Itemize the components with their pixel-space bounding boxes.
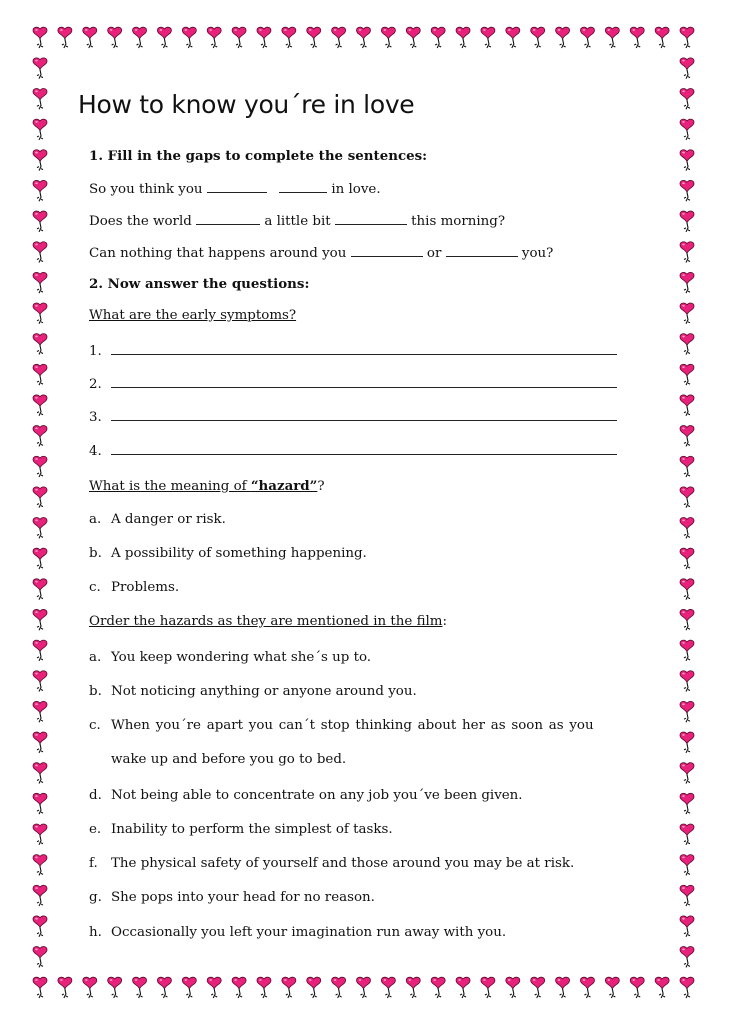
heart-icon [33, 671, 47, 692]
sentence-text: in love. [331, 182, 381, 197]
answer-blank[interactable] [111, 442, 617, 455]
answer-blank[interactable] [111, 408, 617, 421]
heart-icon [108, 27, 122, 48]
hazard-item [89, 718, 594, 733]
sentence-text: Can nothing that happens around you [89, 246, 347, 261]
heart-icon [33, 793, 47, 814]
heart-icon [680, 824, 694, 845]
heart-icon [655, 977, 669, 998]
heart-icon [680, 456, 694, 477]
heart-icon [680, 119, 694, 140]
answer-number: 1. [89, 344, 102, 359]
heart-icon [680, 334, 694, 355]
option-a [89, 512, 226, 527]
question-early-symptoms: What are the early symptoms? [89, 308, 297, 323]
answer-number: 2. [89, 377, 102, 392]
gap-blank[interactable] [446, 244, 518, 257]
heart-icon [157, 27, 171, 48]
heart-icon [33, 609, 47, 630]
hazard-letter: d. [89, 788, 102, 803]
hazard-text: She pops into your head for no reason. [111, 890, 375, 905]
hazard-item [89, 650, 371, 665]
gap-sentence-2 [89, 212, 505, 229]
heart-icon [406, 977, 420, 998]
question-text: Order the hazards as they are mentioned in the film [89, 614, 443, 629]
option-b [89, 546, 367, 561]
heart-icon [680, 640, 694, 661]
heart-icon [506, 977, 520, 998]
heart-icon [556, 27, 570, 48]
heart-icon [83, 977, 97, 998]
sentence-text: So you think you [89, 182, 203, 197]
hazard-item [89, 925, 506, 940]
hazard-letter: e. [89, 822, 102, 837]
heart-icon [33, 150, 47, 171]
heart-icon [531, 977, 545, 998]
hazard-item [89, 788, 523, 803]
sentence-text: Does the world [89, 214, 192, 229]
heart-icon [630, 27, 644, 48]
heart-icon [33, 89, 47, 110]
option-c [89, 580, 179, 595]
heart-icon [580, 27, 594, 48]
gap-sentence-3 [89, 244, 553, 261]
sentence-text: a little bit [264, 214, 331, 229]
heart-icon [680, 150, 694, 171]
heart-icon [680, 977, 694, 998]
heart-icon [680, 579, 694, 600]
heart-icon [33, 242, 47, 263]
option-text: A danger or risk. [111, 512, 226, 527]
gap-blank[interactable] [351, 244, 423, 257]
heart-icon [33, 579, 47, 600]
hazard-text: The physical safety of yourself and those around you may be at risk. [111, 856, 575, 871]
heart-icon [332, 977, 346, 998]
question-text: What is the meaning of [89, 479, 251, 494]
heart-icon [680, 518, 694, 539]
heart-icon [33, 701, 47, 722]
question-hazard-meaning [89, 478, 325, 494]
option-letter: a. [89, 512, 102, 527]
hazard-item [89, 684, 417, 699]
heart-icon [680, 364, 694, 385]
heart-icon [33, 548, 47, 569]
heart-icon [307, 27, 321, 48]
heart-icon [33, 885, 47, 906]
question-order-hazards [89, 614, 447, 629]
heart-icon [680, 732, 694, 753]
hazard-item [89, 856, 574, 871]
heart-icon [680, 242, 694, 263]
heart-icon [680, 548, 694, 569]
heart-icon [182, 977, 196, 998]
hazard-text: Inability to perform the simplest of tasks. [111, 822, 393, 837]
heart-icon [108, 977, 122, 998]
heart-icon [33, 824, 47, 845]
hazard-letter: a. [89, 650, 102, 665]
heart-icon [630, 977, 644, 998]
heart-icon [282, 977, 296, 998]
heart-icon [431, 977, 445, 998]
question-colon: : [442, 614, 448, 629]
heart-icon [33, 456, 47, 477]
heart-icon [680, 947, 694, 968]
hazard-letter: h. [89, 925, 102, 940]
hazard-letter: b. [89, 684, 102, 699]
answer-line-1 [89, 342, 617, 359]
answer-line-3 [89, 408, 617, 425]
heart-icon [680, 487, 694, 508]
answer-blank[interactable] [111, 342, 617, 355]
heart-icon [332, 27, 346, 48]
hazard-item-continued [89, 752, 346, 767]
heart-icon [257, 27, 271, 48]
answer-line-2 [89, 375, 617, 392]
heart-icon [680, 701, 694, 722]
answer-number: 3. [89, 410, 102, 425]
heart-icon [456, 977, 470, 998]
gap-blank[interactable] [207, 180, 267, 193]
heart-icon [33, 732, 47, 753]
heart-icon [33, 334, 47, 355]
answer-line-4 [89, 442, 617, 459]
hazard-letter: c. [89, 718, 101, 733]
heart-icon [33, 58, 47, 79]
heart-icon [381, 977, 395, 998]
heart-icon [33, 364, 47, 385]
heart-icon [33, 211, 47, 232]
option-letter: c. [89, 580, 101, 595]
heart-icon [506, 27, 520, 48]
heart-icon [33, 947, 47, 968]
heart-icon [580, 977, 594, 998]
heart-icon [680, 763, 694, 784]
heart-icon [232, 27, 246, 48]
heart-icon [133, 27, 147, 48]
heart-icon [33, 272, 47, 293]
heart-icon [133, 977, 147, 998]
page-title: How to know you´re in love [78, 90, 415, 119]
heart-icon [33, 487, 47, 508]
heart-icon [556, 977, 570, 998]
heart-icon [157, 977, 171, 998]
hazard-text: Occasionally you left your imagination run away with you. [111, 925, 507, 940]
heart-icon [207, 977, 221, 998]
heart-icon [680, 855, 694, 876]
section1-heading: 1. Fill in the gaps to complete the sentences: [89, 148, 428, 164]
heart-icon [481, 977, 495, 998]
heart-icon [680, 426, 694, 447]
heart-icon [357, 977, 371, 998]
hazard-text: You keep wondering what she´s up to. [111, 650, 372, 665]
heart-icon [307, 977, 321, 998]
question-keyword: “hazard” [250, 478, 318, 494]
heart-icon [605, 977, 619, 998]
answer-blank[interactable] [111, 375, 617, 388]
gap-blank[interactable] [279, 180, 327, 193]
hazard-text: Not noticing anything or anyone around you. [111, 684, 417, 699]
hazard-text: When you´re apart you can´t stop thinking about her as soon as you [111, 718, 594, 733]
heart-icon [282, 27, 296, 48]
heart-icon [33, 763, 47, 784]
sentence-text: or [426, 246, 442, 261]
section2-heading: 2. Now answer the questions: [89, 276, 310, 292]
option-letter: b. [89, 546, 102, 561]
gap-blank[interactable] [196, 212, 260, 225]
sentence-text: you? [521, 246, 554, 261]
heart-icon [33, 27, 47, 48]
heart-icon [58, 977, 72, 998]
heart-icon [381, 27, 395, 48]
heart-icon [33, 977, 47, 998]
heart-icon [58, 27, 72, 48]
answer-number: 4. [89, 444, 102, 459]
gap-sentence-1 [89, 180, 381, 197]
hazard-item [89, 822, 393, 837]
heart-icon [680, 885, 694, 906]
heart-icon [680, 671, 694, 692]
gap-blank[interactable] [335, 212, 407, 225]
heart-icon [680, 272, 694, 293]
heart-icon [33, 426, 47, 447]
heart-icon [33, 855, 47, 876]
option-text: A possibility of something happening. [111, 546, 367, 561]
heart-icon [83, 27, 97, 48]
heart-icon [456, 27, 470, 48]
hazard-text: wake up and before you go to bed. [111, 752, 347, 767]
heart-icon [680, 89, 694, 110]
heart-icon [357, 27, 371, 48]
heart-icon [680, 303, 694, 324]
heart-icon [33, 518, 47, 539]
heart-icon [680, 793, 694, 814]
heart-icon [605, 27, 619, 48]
heart-icon [531, 27, 545, 48]
heart-icon [655, 27, 669, 48]
heart-icon [232, 977, 246, 998]
sentence-text: this morning? [411, 214, 506, 229]
question-mark: ? [317, 479, 325, 494]
heart-icon [680, 27, 694, 48]
heart-icon [431, 27, 445, 48]
heart-icon [680, 180, 694, 201]
heart-icon [680, 395, 694, 416]
hazard-letter: f. [89, 856, 98, 871]
heart-icon [33, 119, 47, 140]
heart-icon [680, 211, 694, 232]
heart-icon [33, 395, 47, 416]
hazard-item [89, 890, 375, 905]
heart-icon [406, 27, 420, 48]
heart-icon [33, 303, 47, 324]
heart-icon [207, 27, 221, 48]
heart-icon [33, 180, 47, 201]
heart-icon [257, 977, 271, 998]
heart-icon [182, 27, 196, 48]
heart-icon [33, 916, 47, 937]
heart-icon [680, 916, 694, 937]
hazard-text: Not being able to concentrate on any job you´ve been given. [111, 788, 523, 803]
heart-icon [680, 58, 694, 79]
heart-icon [680, 609, 694, 630]
heart-icon [33, 640, 47, 661]
heart-icon [481, 27, 495, 48]
hazard-letter: g. [89, 890, 102, 905]
option-text: Problems. [111, 580, 180, 595]
